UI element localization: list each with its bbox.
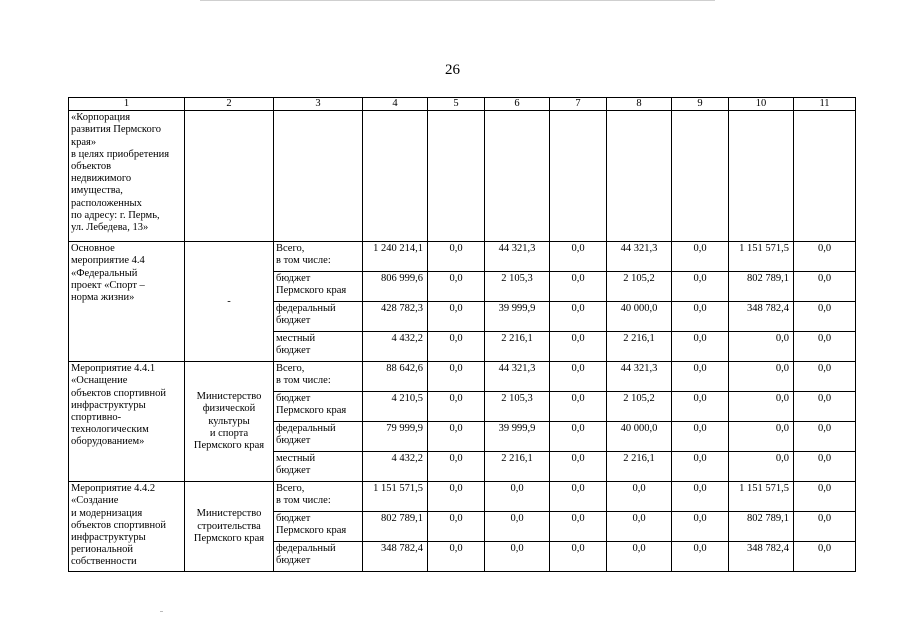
funding-source: федеральный бюджет bbox=[274, 542, 363, 572]
amount-cell: 44 321,3 bbox=[607, 242, 672, 272]
empty-cell bbox=[363, 111, 428, 242]
amount-cell: 0,0 bbox=[672, 452, 729, 482]
amount-cell: 0,0 bbox=[428, 392, 485, 422]
amount-cell: 0,0 bbox=[428, 542, 485, 572]
amount-cell: 4 210,5 bbox=[363, 392, 428, 422]
amount-cell: 802 789,1 bbox=[363, 512, 428, 542]
amount-cell: 2 105,2 bbox=[607, 392, 672, 422]
amount-cell: 348 782,4 bbox=[729, 542, 794, 572]
funding-source: Всего, в том числе: bbox=[274, 242, 363, 272]
amount-cell: 2 216,1 bbox=[607, 332, 672, 362]
amount-cell: 0,0 bbox=[550, 542, 607, 572]
amount-cell: 1 151 571,5 bbox=[363, 482, 428, 512]
funding-source: бюджет Пермского края bbox=[274, 392, 363, 422]
amount-cell: 0,0 bbox=[550, 272, 607, 302]
measure-name: Мероприятие 4.4.1 «Оснащение объектов спортивной инфраструктуры спортивно- технологическим оборудованием» bbox=[69, 362, 185, 482]
budget-table bbox=[68, 97, 856, 572]
amount-cell: 2 105,2 bbox=[607, 272, 672, 302]
amount-cell: 0,0 bbox=[672, 542, 729, 572]
amount-cell: 0,0 bbox=[672, 392, 729, 422]
amount-cell: 39 999,9 bbox=[485, 302, 550, 332]
amount-cell: 2 105,3 bbox=[485, 272, 550, 302]
column-number-row bbox=[69, 98, 856, 111]
amount-cell: 2 216,1 bbox=[485, 332, 550, 362]
amount-cell: 0,0 bbox=[485, 542, 550, 572]
column-number: 7 bbox=[550, 98, 607, 111]
amount-cell: 1 151 571,5 bbox=[729, 242, 794, 272]
empty-cell bbox=[185, 111, 274, 242]
amount-cell: 4 432,2 bbox=[363, 452, 428, 482]
column-number: 9 bbox=[672, 98, 729, 111]
amount-cell: 88 642,6 bbox=[363, 362, 428, 392]
amount-cell: 0,0 bbox=[550, 482, 607, 512]
amount-cell: 0,0 bbox=[672, 512, 729, 542]
amount-cell: 0,0 bbox=[794, 362, 856, 392]
amount-cell: 2 105,3 bbox=[485, 392, 550, 422]
funding-source: Всего, в том числе: bbox=[274, 482, 363, 512]
amount-cell: 0,0 bbox=[794, 392, 856, 422]
amount-cell: 0,0 bbox=[794, 512, 856, 542]
amount-cell: 0,0 bbox=[428, 452, 485, 482]
amount-cell: 44 321,3 bbox=[485, 242, 550, 272]
amount-cell: 806 999,6 bbox=[363, 272, 428, 302]
funding-source: местный бюджет bbox=[274, 452, 363, 482]
amount-cell: 0,0 bbox=[729, 392, 794, 422]
amount-cell: 0,0 bbox=[794, 422, 856, 452]
column-number: 1 bbox=[69, 98, 185, 111]
executor: Министерство строительства Пермского края bbox=[185, 482, 274, 572]
amount-cell: 802 789,1 bbox=[729, 512, 794, 542]
amount-cell: 0,0 bbox=[550, 392, 607, 422]
amount-cell: 0,0 bbox=[672, 482, 729, 512]
page-number: 26 bbox=[445, 62, 460, 78]
scan-edge-line bbox=[200, 0, 715, 1]
amount-cell: 0,0 bbox=[428, 272, 485, 302]
empty-cell bbox=[274, 111, 363, 242]
empty-cell bbox=[729, 111, 794, 242]
measure-name: Основное мероприятие 4.4 «Федеральный проект «Спорт – норма жизни» bbox=[69, 242, 185, 362]
amount-cell: 0,0 bbox=[729, 362, 794, 392]
amount-cell: 0,0 bbox=[672, 242, 729, 272]
amount-cell: 79 999,9 bbox=[363, 422, 428, 452]
amount-cell: 0,0 bbox=[672, 422, 729, 452]
table-row bbox=[69, 482, 856, 512]
amount-cell: 0,0 bbox=[550, 422, 607, 452]
table-row bbox=[69, 111, 856, 242]
amount-cell: 0,0 bbox=[428, 512, 485, 542]
amount-cell: 39 999,9 bbox=[485, 422, 550, 452]
table-row bbox=[69, 362, 856, 392]
amount-cell: 0,0 bbox=[428, 362, 485, 392]
scan-speck bbox=[160, 611, 163, 612]
column-number: 11 bbox=[794, 98, 856, 111]
amount-cell: 0,0 bbox=[428, 332, 485, 362]
amount-cell: 0,0 bbox=[428, 422, 485, 452]
empty-cell bbox=[550, 111, 607, 242]
amount-cell: 0,0 bbox=[729, 452, 794, 482]
amount-cell: 2 216,1 bbox=[607, 452, 672, 482]
amount-cell: 348 782,4 bbox=[729, 302, 794, 332]
empty-cell bbox=[794, 111, 856, 242]
column-number: 3 bbox=[274, 98, 363, 111]
amount-cell: 0,0 bbox=[607, 542, 672, 572]
column-number: 2 bbox=[185, 98, 274, 111]
amount-cell: 0,0 bbox=[729, 332, 794, 362]
column-number: 8 bbox=[607, 98, 672, 111]
funding-source: Всего, в том числе: bbox=[274, 362, 363, 392]
table-row bbox=[69, 242, 856, 272]
amount-cell: 40 000,0 bbox=[607, 302, 672, 332]
amount-cell: 428 782,3 bbox=[363, 302, 428, 332]
empty-cell bbox=[672, 111, 729, 242]
amount-cell: 0,0 bbox=[729, 422, 794, 452]
funding-source: местный бюджет bbox=[274, 332, 363, 362]
empty-cell bbox=[428, 111, 485, 242]
funding-source: бюджет Пермского края bbox=[274, 512, 363, 542]
amount-cell: 0,0 bbox=[794, 542, 856, 572]
amount-cell: 0,0 bbox=[794, 482, 856, 512]
amount-cell: 0,0 bbox=[428, 482, 485, 512]
amount-cell: 0,0 bbox=[550, 512, 607, 542]
funding-source: федеральный бюджет bbox=[274, 302, 363, 332]
amount-cell: 1 240 214,1 bbox=[363, 242, 428, 272]
executor: Министерство физической культуры и спорта Пермского края bbox=[185, 362, 274, 482]
amount-cell: 40 000,0 bbox=[607, 422, 672, 452]
amount-cell: 0,0 bbox=[607, 512, 672, 542]
column-number: 6 bbox=[485, 98, 550, 111]
amount-cell: 0,0 bbox=[485, 512, 550, 542]
amount-cell: 0,0 bbox=[550, 332, 607, 362]
measure-name: «Корпорация развития Пермского края» в целях приобретения объектов недвижимого имущества, расположенных по адресу: г. Пермь, ул. Лебедева, 13» bbox=[69, 111, 185, 242]
executor: - bbox=[185, 242, 274, 362]
amount-cell: 0,0 bbox=[428, 302, 485, 332]
amount-cell: 0,0 bbox=[672, 302, 729, 332]
amount-cell: 4 432,2 bbox=[363, 332, 428, 362]
amount-cell: 0,0 bbox=[428, 242, 485, 272]
amount-cell: 348 782,4 bbox=[363, 542, 428, 572]
column-number: 4 bbox=[363, 98, 428, 111]
funding-source: федеральный бюджет bbox=[274, 422, 363, 452]
amount-cell: 0,0 bbox=[550, 302, 607, 332]
amount-cell: 0,0 bbox=[794, 242, 856, 272]
amount-cell: 0,0 bbox=[794, 302, 856, 332]
amount-cell: 0,0 bbox=[794, 332, 856, 362]
amount-cell: 0,0 bbox=[672, 362, 729, 392]
amount-cell: 44 321,3 bbox=[485, 362, 550, 392]
empty-cell bbox=[607, 111, 672, 242]
amount-cell: 0,0 bbox=[672, 332, 729, 362]
measure-name: Мероприятие 4.4.2 «Создание и модернизация объектов спортивной инфраструктуры региональной собственности bbox=[69, 482, 185, 572]
column-number: 5 bbox=[428, 98, 485, 111]
empty-cell bbox=[485, 111, 550, 242]
column-number: 10 bbox=[729, 98, 794, 111]
funding-source: бюджет Пермского края bbox=[274, 272, 363, 302]
amount-cell: 0,0 bbox=[794, 272, 856, 302]
amount-cell: 44 321,3 bbox=[607, 362, 672, 392]
amount-cell: 0,0 bbox=[672, 272, 729, 302]
amount-cell: 1 151 571,5 bbox=[729, 482, 794, 512]
amount-cell: 802 789,1 bbox=[729, 272, 794, 302]
amount-cell: 0,0 bbox=[550, 452, 607, 482]
amount-cell: 0,0 bbox=[607, 482, 672, 512]
amount-cell: 0,0 bbox=[550, 362, 607, 392]
amount-cell: 0,0 bbox=[485, 482, 550, 512]
amount-cell: 0,0 bbox=[794, 452, 856, 482]
amount-cell: 0,0 bbox=[550, 242, 607, 272]
amount-cell: 2 216,1 bbox=[485, 452, 550, 482]
